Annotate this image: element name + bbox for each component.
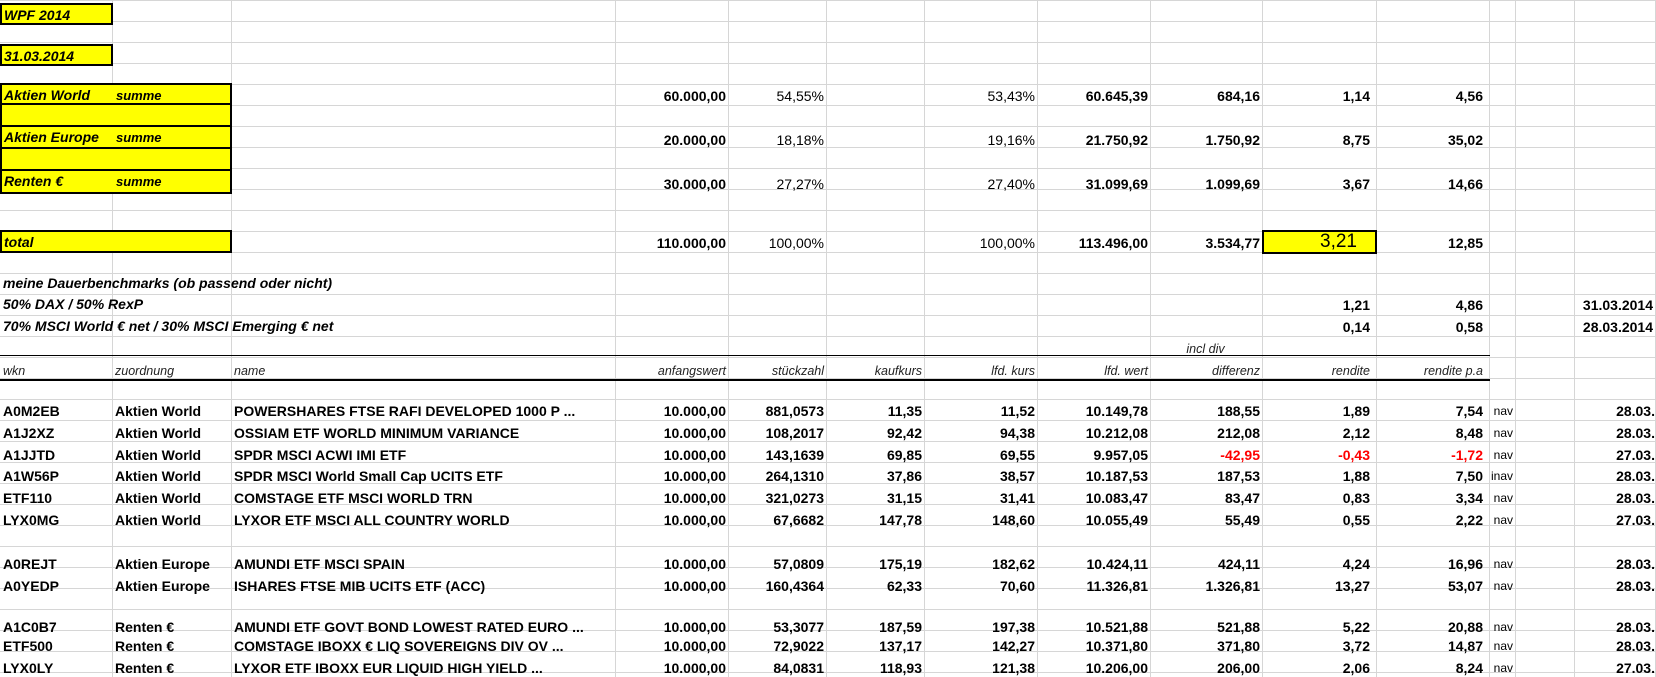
rendite-pa-cell[interactable]: -1,72 xyxy=(1451,447,1483,463)
rendite-cell[interactable]: 2,12 xyxy=(1342,425,1370,441)
header-top-border xyxy=(0,355,1490,356)
lfd-kurs-cell[interactable]: 94,38 xyxy=(999,425,1035,441)
date-cell[interactable]: 27.03. xyxy=(1616,660,1655,676)
kaufkurs-cell[interactable]: 187,59 xyxy=(879,619,922,635)
name-cell[interactable]: LYXOR ETF IBOXX EUR LIQUID HIGH YIELD ... xyxy=(234,660,543,676)
differenz-cell[interactable]: 212,08 xyxy=(1217,425,1260,441)
benchmark-date[interactable]: 28.03.2014 xyxy=(1582,319,1653,335)
rendite-pa-cell[interactable]: 3,34 xyxy=(1455,490,1483,506)
differenz-cell[interactable]: 188,55 xyxy=(1217,403,1260,419)
date-cell[interactable]: 27.03. xyxy=(1616,512,1655,528)
lfd-kurs-cell[interactable]: 182,62 xyxy=(992,556,1035,572)
anfangswert-cell[interactable]: 10.000,00 xyxy=(663,578,726,594)
summary-box-renten[interactable] xyxy=(0,171,232,194)
total-label: total xyxy=(4,234,34,250)
stueckzahl-cell[interactable]: 84,0831 xyxy=(773,660,824,676)
date-cell[interactable]: 27.03. xyxy=(1616,447,1655,463)
rendite-pa-cell[interactable]: 14,66 xyxy=(1447,176,1483,192)
zuordnung-cell[interactable]: Aktien World xyxy=(115,403,202,419)
summary-sublabel: summe xyxy=(116,130,162,145)
stueckzahl-cell[interactable]: 881,0573 xyxy=(765,403,824,419)
anfangswert-cell[interactable]: 10.000,00 xyxy=(663,619,726,635)
differenz-cell[interactable]: 371,80 xyxy=(1217,638,1260,654)
rendite-pa-cell[interactable]: 16,96 xyxy=(1447,556,1483,572)
anfangswert-cell[interactable]: 10.000,00 xyxy=(663,512,726,528)
price-type-cell[interactable]: nav xyxy=(1493,620,1513,634)
zuordnung-cell[interactable]: Aktien World xyxy=(115,447,202,463)
stueckzahl-cell[interactable]: 160,4364 xyxy=(765,578,824,594)
wkn-cell[interactable]: ETF110 xyxy=(3,490,53,506)
kaufkurs-cell[interactable]: 137,17 xyxy=(879,638,922,654)
zuordnung-cell[interactable]: Renten € xyxy=(115,619,175,635)
anfangswert-cell[interactable]: 30.000,00 xyxy=(663,176,726,192)
zuordnung-cell[interactable]: Aktien World xyxy=(115,490,202,506)
wkn-cell[interactable]: A0YEDP xyxy=(3,578,60,594)
differenz-cell[interactable]: 206,00 xyxy=(1217,660,1260,676)
summary-spacer-2 xyxy=(0,149,232,171)
wert-cell[interactable]: 113.496,00 xyxy=(1078,235,1148,251)
rendite-pa-cell[interactable]: 14,87 xyxy=(1447,638,1483,654)
rendite-cell[interactable]: 1,14 xyxy=(1342,88,1370,104)
lfd-wert-cell[interactable]: 10.055,49 xyxy=(1085,512,1148,528)
incl-div-label: incl div xyxy=(1186,342,1225,356)
rendite-pa-cell[interactable]: 7,50 xyxy=(1455,468,1483,484)
lfd-kurs-cell[interactable]: 142,27 xyxy=(992,638,1035,654)
header-anfangswert[interactable]: anfangswert xyxy=(657,364,726,378)
rendite-cell[interactable]: 1,88 xyxy=(1342,468,1370,484)
lfd-kurs-cell[interactable]: 69,55 xyxy=(999,447,1035,463)
differenz-cell[interactable]: 55,49 xyxy=(1224,512,1260,528)
benchmark-rendite[interactable]: 1,21 xyxy=(1342,297,1370,313)
summary-spacer-1 xyxy=(0,105,232,127)
wkn-cell[interactable]: A1W56P xyxy=(3,468,60,484)
pct-cell[interactable]: 19,16% xyxy=(987,132,1035,148)
zuordnung-cell[interactable]: Aktien Europe xyxy=(115,578,210,594)
differenz-cell[interactable]: 1.326,81 xyxy=(1205,578,1260,594)
kaufkurs-cell[interactable]: 31,15 xyxy=(886,490,922,506)
anfangswert-cell[interactable]: 10.000,00 xyxy=(663,660,726,676)
kaufkurs-cell[interactable]: 92,42 xyxy=(886,425,922,441)
summary-box-aktien-europe[interactable] xyxy=(0,127,232,149)
lfd-kurs-cell[interactable]: 31,41 xyxy=(999,490,1035,506)
benchmark-rendite-pa[interactable]: 4,86 xyxy=(1455,297,1483,313)
rendite-cell[interactable]: 4,24 xyxy=(1342,556,1370,572)
benchmark-name[interactable]: 50% DAX / 50% RexP xyxy=(3,296,144,312)
anfangswert-cell[interactable]: 60.000,00 xyxy=(663,88,726,104)
pct-cell[interactable]: 27,27% xyxy=(776,176,824,192)
rendite-pa-cell[interactable]: 20,88 xyxy=(1447,619,1483,635)
lfd-wert-cell[interactable]: 10.521,88 xyxy=(1085,619,1148,635)
benchmarks-heading: meine Dauerbenchmarks (ob passend oder nicht) xyxy=(3,275,333,291)
summary-label: Aktien Europe xyxy=(4,129,99,145)
differenz-cell[interactable]: 3.534,77 xyxy=(1205,235,1260,251)
anfangswert-cell[interactable]: 10.000,00 xyxy=(663,468,726,484)
title-cell[interactable] xyxy=(0,3,113,25)
rendite-pa-cell[interactable]: 2,22 xyxy=(1455,512,1483,528)
benchmark-rendite[interactable]: 0,14 xyxy=(1342,319,1370,335)
rendite-cell[interactable]: 5,22 xyxy=(1342,619,1370,635)
anfangswert-cell[interactable]: 20.000,00 xyxy=(663,132,726,148)
price-type-cell[interactable]: nav xyxy=(1493,557,1513,571)
differenz-cell[interactable]: 83,47 xyxy=(1224,490,1260,506)
pct-cell[interactable]: 100,00% xyxy=(979,235,1035,251)
header-rendite[interactable]: rendite xyxy=(1331,364,1370,378)
lfd-kurs-cell[interactable]: 11,52 xyxy=(1000,403,1035,419)
rendite-cell[interactable]: 0,83 xyxy=(1342,490,1370,506)
price-type-cell[interactable]: inav xyxy=(1490,469,1513,483)
wert-cell[interactable]: 60.645,39 xyxy=(1085,88,1148,104)
rendite-pa-cell[interactable]: 8,24 xyxy=(1455,660,1483,676)
date-cell[interactable]: 28.03. xyxy=(1616,638,1655,654)
name-cell[interactable]: COMSTAGE IBOXX € LIQ SOVEREIGNS DIV OV ... xyxy=(234,638,564,654)
rendite-pa-cell[interactable]: 8,48 xyxy=(1455,425,1483,441)
rendite-cell[interactable]: 1,89 xyxy=(1342,403,1370,419)
lfd-kurs-cell[interactable]: 121,38 xyxy=(992,660,1035,676)
wkn-cell[interactable]: A1JJTD xyxy=(3,447,56,463)
stueckzahl-cell[interactable]: 72,9022 xyxy=(773,638,824,654)
pct-cell[interactable]: 27,40% xyxy=(987,176,1035,192)
wkn-cell[interactable]: ETF500 xyxy=(3,638,53,654)
header-lfd-kurs[interactable]: lfd. kurs xyxy=(991,364,1035,378)
stueckzahl-cell[interactable]: 143,1639 xyxy=(765,447,824,463)
wert-cell[interactable]: 31.099,69 xyxy=(1085,176,1148,192)
wkn-cell[interactable]: A1C0B7 xyxy=(3,619,57,635)
rendite-cell[interactable]: 0,55 xyxy=(1342,512,1370,528)
price-type-cell[interactable]: nav xyxy=(1493,579,1513,593)
sheet-title: WPF 2014 xyxy=(4,7,71,23)
pct-cell[interactable]: 100,00% xyxy=(768,235,824,251)
name-cell[interactable]: ISHARES FTSE MIB UCITS ETF (ACC) xyxy=(234,578,486,594)
stueckzahl-cell[interactable]: 108,2017 xyxy=(765,425,824,441)
sheet-date: 31.03.2014 xyxy=(4,48,75,64)
zuordnung-cell[interactable]: Aktien Europe xyxy=(115,556,210,572)
differenz-cell[interactable]: 684,16 xyxy=(1217,88,1260,104)
wert-cell[interactable]: 21.750,92 xyxy=(1085,132,1148,148)
name-cell[interactable]: SPDR MSCI ACWI IMI ETF xyxy=(234,447,407,463)
price-type-cell[interactable]: nav xyxy=(1493,448,1513,462)
lfd-wert-cell[interactable]: 11.326,81 xyxy=(1086,578,1148,594)
zuordnung-cell[interactable]: Renten € xyxy=(115,638,175,654)
summary-sublabel: summe xyxy=(116,174,162,189)
differenz-cell[interactable]: 1.750,92 xyxy=(1205,132,1260,148)
lfd-wert-cell[interactable]: 10.212,08 xyxy=(1085,425,1148,441)
header-name[interactable]: name xyxy=(234,364,266,378)
zuordnung-cell[interactable]: Aktien World xyxy=(115,512,202,528)
lfd-wert-cell[interactable]: 9.957,05 xyxy=(1093,447,1148,463)
differenz-cell[interactable]: 521,88 xyxy=(1217,619,1260,635)
anfangswert-cell[interactable]: 10.000,00 xyxy=(663,556,726,572)
price-type-cell[interactable]: nav xyxy=(1493,491,1513,505)
date-cell[interactable]: 28.03. xyxy=(1616,403,1655,419)
zuordnung-cell[interactable]: Renten € xyxy=(115,660,175,676)
lfd-kurs-cell[interactable]: 197,38 xyxy=(992,619,1035,635)
name-cell[interactable]: SPDR MSCI World Small Cap UCITS ETF xyxy=(234,468,503,484)
kaufkurs-cell[interactable]: 11,35 xyxy=(887,403,922,419)
price-type-cell[interactable]: nav xyxy=(1493,661,1513,675)
differenz-cell[interactable]: 1.099,69 xyxy=(1205,176,1260,192)
price-type-cell[interactable]: nav xyxy=(1493,426,1513,440)
header-bottom-border xyxy=(0,379,1490,381)
date-cell[interactable] xyxy=(0,44,113,66)
stueckzahl-cell[interactable]: 264,1310 xyxy=(765,468,824,484)
rendite-pa-cell[interactable]: 7,54 xyxy=(1455,403,1483,419)
rendite-cell[interactable]: -0,43 xyxy=(1338,447,1370,463)
benchmark-rendite-pa[interactable]: 0,58 xyxy=(1455,319,1483,335)
header-wkn[interactable]: wkn xyxy=(3,364,26,378)
lfd-kurs-cell[interactable]: 148,60 xyxy=(992,512,1035,528)
wkn-cell[interactable]: A1J2XZ xyxy=(3,425,55,441)
rendite-cell[interactable]: 3,72 xyxy=(1342,638,1370,654)
price-type-cell[interactable]: nav xyxy=(1493,639,1513,653)
anfangswert-cell[interactable]: 10.000,00 xyxy=(663,425,726,441)
name-cell[interactable]: COMSTAGE ETF MSCI WORLD TRN xyxy=(234,490,473,506)
wkn-cell[interactable]: LYX0LY xyxy=(3,660,54,676)
rendite-pa-cell[interactable]: 53,07 xyxy=(1447,578,1483,594)
header-kaufkurs[interactable]: kaufkurs xyxy=(874,364,922,378)
wkn-cell[interactable]: LYX0MG xyxy=(3,512,60,528)
wkn-cell[interactable]: A0M2EB xyxy=(3,403,60,419)
lfd-kurs-cell[interactable]: 38,57 xyxy=(999,468,1035,484)
header-stueckzahl[interactable]: stückzahl xyxy=(771,364,824,378)
rendite-cell[interactable]: 13,27 xyxy=(1334,578,1370,594)
pct-cell[interactable]: 18,18% xyxy=(776,132,824,148)
rendite-pa-cell[interactable]: 12,85 xyxy=(1447,235,1483,251)
name-cell[interactable]: AMUNDI ETF GOVT BOND LOWEST RATED EURO ... xyxy=(234,619,584,635)
anfangswert-cell[interactable]: 10.000,00 xyxy=(663,490,726,506)
differenz-cell[interactable]: 424,11 xyxy=(1217,556,1260,572)
date-cell[interactable]: 28.03. xyxy=(1616,556,1655,572)
date-cell[interactable]: 28.03. xyxy=(1616,619,1655,635)
date-cell[interactable]: 28.03. xyxy=(1616,425,1655,441)
zuordnung-cell[interactable]: Aktien World xyxy=(115,468,202,484)
benchmark-name[interactable]: 70% MSCI World € net / 30% MSCI Emerging € net xyxy=(3,318,334,334)
lfd-wert-cell[interactable]: 10.424,11 xyxy=(1086,556,1148,572)
lfd-wert-cell[interactable]: 10.371,80 xyxy=(1085,638,1148,654)
header-zuordnung[interactable]: zuordnung xyxy=(115,364,175,378)
pct-cell[interactable]: 54,55% xyxy=(776,88,824,104)
name-cell[interactable]: OSSIAM ETF WORLD MINIMUM VARIANCE xyxy=(234,425,520,441)
anfangswert-cell[interactable]: 10.000,00 xyxy=(663,403,726,419)
summary-sublabel: summe xyxy=(116,88,162,103)
summary-label: Aktien World xyxy=(4,87,91,103)
header-rendite-pa[interactable]: rendite p.a xyxy=(1423,364,1483,378)
lfd-wert-cell[interactable]: 10.187,53 xyxy=(1085,468,1148,484)
rendite-cell[interactable]: 2,06 xyxy=(1342,660,1370,676)
zuordnung-cell[interactable]: Aktien World xyxy=(115,425,202,441)
kaufkurs-cell[interactable]: 62,33 xyxy=(886,578,922,594)
kaufkurs-cell[interactable]: 175,19 xyxy=(879,556,922,572)
header-lfd-wert[interactable]: lfd. wert xyxy=(1104,364,1148,378)
summary-label: Renten € xyxy=(4,173,64,189)
name-cell[interactable]: LYXOR ETF MSCI ALL COUNTRY WORLD xyxy=(234,512,510,528)
rendite-cell[interactable]: 8,75 xyxy=(1342,132,1370,148)
lfd-wert-cell[interactable]: 10.149,78 xyxy=(1085,403,1148,419)
wkn-cell[interactable]: A0REJT xyxy=(3,556,57,572)
total-rendite-highlight[interactable] xyxy=(1262,230,1377,254)
rendite-pa-cell[interactable]: 35,02 xyxy=(1447,132,1483,148)
price-type-cell[interactable]: nav xyxy=(1493,404,1513,418)
name-cell[interactable]: AMUNDI ETF MSCI SPAIN xyxy=(234,556,405,572)
lfd-wert-cell[interactable]: 10.083,47 xyxy=(1085,490,1148,506)
total-rendite-value: 3,21 xyxy=(1320,231,1357,252)
name-cell[interactable]: POWERSHARES FTSE RAFI DEVELOPED 1000 P ... xyxy=(234,403,576,419)
stueckzahl-cell[interactable]: 57,0809 xyxy=(773,556,824,572)
date-cell[interactable]: 28.03. xyxy=(1616,578,1655,594)
anfangswert-cell[interactable]: 110.000,00 xyxy=(656,235,726,251)
benchmark-date[interactable]: 31.03.2014 xyxy=(1582,297,1653,313)
date-cell[interactable]: 28.03. xyxy=(1616,468,1655,484)
kaufkurs-cell[interactable]: 118,93 xyxy=(879,660,922,676)
stueckzahl-cell[interactable]: 53,3077 xyxy=(773,619,824,635)
kaufkurs-cell[interactable]: 37,86 xyxy=(886,468,922,484)
anfangswert-cell[interactable]: 10.000,00 xyxy=(663,638,726,654)
kaufkurs-cell[interactable]: 147,78 xyxy=(879,512,922,528)
rendite-cell[interactable]: 3,67 xyxy=(1342,176,1370,192)
kaufkurs-cell[interactable]: 69,85 xyxy=(886,447,922,463)
price-type-cell[interactable]: nav xyxy=(1493,513,1513,527)
lfd-wert-cell[interactable]: 10.206,00 xyxy=(1085,660,1148,676)
stueckzahl-cell[interactable]: 321,0273 xyxy=(765,490,824,506)
rendite-pa-cell[interactable]: 4,56 xyxy=(1455,88,1483,104)
total-box[interactable] xyxy=(0,230,232,253)
anfangswert-cell[interactable]: 10.000,00 xyxy=(663,447,726,463)
differenz-cell[interactable]: -42,95 xyxy=(1220,447,1260,463)
pct-cell[interactable]: 53,43% xyxy=(987,88,1035,104)
summary-box-aktien-world[interactable] xyxy=(0,83,232,105)
differenz-cell[interactable]: 187,53 xyxy=(1217,468,1260,484)
date-cell[interactable]: 28.03. xyxy=(1616,490,1655,506)
stueckzahl-cell[interactable]: 67,6682 xyxy=(773,512,824,528)
lfd-kurs-cell[interactable]: 70,60 xyxy=(999,578,1035,594)
header-differenz[interactable]: differenz xyxy=(1212,364,1260,378)
